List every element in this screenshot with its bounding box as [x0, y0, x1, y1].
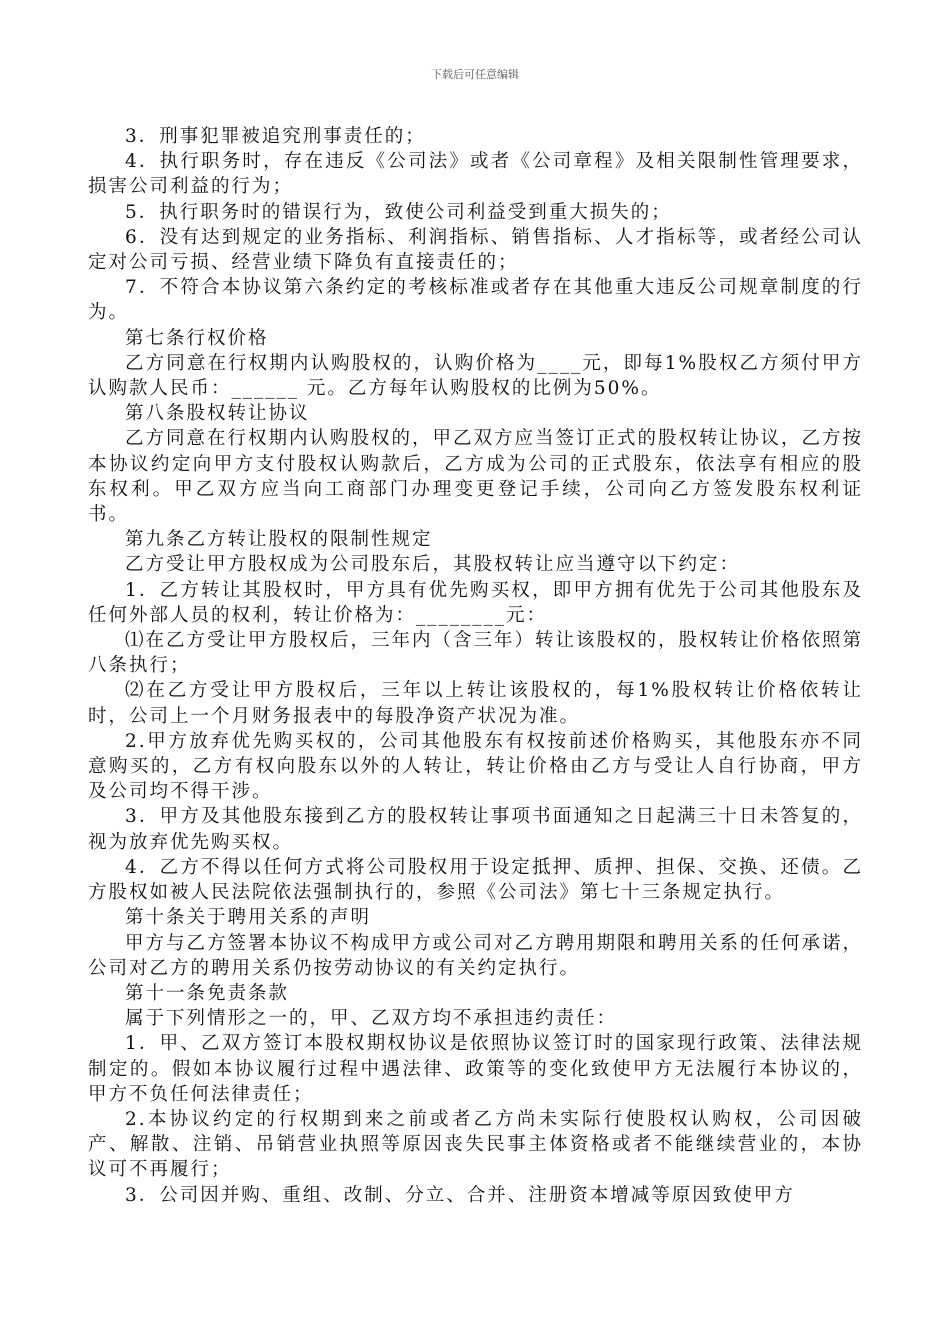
- article-9-item-3: 3．甲方及其他股东接到乙方的股权转让事项书面通知之日起满三十日未答复的，视为放弃优先购买权。: [88, 806, 863, 853]
- article-9-item-4: 4．乙方不得以任何方式将公司股权用于设定抵押、质押、担保、交换、还债。乙方股权如被人民法院依法强制执行的，参照《公司法》第七十三条规定执行。: [88, 856, 863, 904]
- document-body: [88, 124, 863, 1208]
- clause-item-3: 3．刑事犯罪被追究刑事责任的；: [125, 126, 426, 147]
- article-8-heading: 第八条股权转让协议: [125, 403, 310, 425]
- article-11-item-2: 2.本协议约定的行权期到来之前或者乙方尚未实际行使股权认购权，公司因破产、解散、注销、吊销营业执照等原因丧失民事主体资格或者不能继续营业的，本协议可不再履行；: [88, 1108, 863, 1181]
- article-9-item-1-sub-1: ⑴在乙方受让甲方股权后，三年内（含三年）转让该股权的，股权转让价格依照第八条执行；: [88, 630, 864, 677]
- article-10-text: 甲方与乙方签署本协议不构成甲方或公司对乙方聘用期限和聘用关系的任何承诺，公司对乙方的聘用关系仍按劳动协议的有关约定执行。: [88, 932, 864, 979]
- clause-item-4: 4．执行职务时，存在违反《公司法》或者《公司章程》及相关限制性管理要求，损害公司利益的行为；: [88, 151, 863, 198]
- article-11-item-3: 3．公司因并购、重组、改制、分立、合并、注册资本增减等原因致使甲方: [125, 1184, 795, 1206]
- article-11-heading: 第十一条免责条款: [125, 982, 290, 1004]
- article-9-item-2: 2.甲方放弃优先购买权的，公司其他股东有权按前述价格购买，其他股东亦不同意购买的，乙方有权向股东以外的人转让，转让价格由乙方与受让人自行协商，甲方及公司均不得干涉。: [88, 730, 863, 803]
- article-7-text: 乙方同意在行权期内认购股权的，认购价格为____元，即每1%股权乙方须付甲方认购款人民币：______ 元。乙方每年认购股权的比例为50%。: [88, 352, 863, 400]
- clause-item-7: 7．不符合本协议第六条约定的考核标准或者存在其他重大违反公司规章制度的行为。: [88, 277, 863, 324]
- article-9-heading: 第九条乙方转让股权的限制性规定: [125, 529, 433, 551]
- clause-item-6: 6．没有达到规定的业务指标、利润指标、销售指标、人才指标等，或者经公司认定对公司亏损、经营业绩下降负有直接责任的；: [88, 226, 863, 274]
- article-10-heading: 第十条关于聘用关系的声明: [125, 907, 372, 929]
- article-11-item-1: 1．甲、乙双方签订本股权期权协议是依照协议签订时的国家现行政策、法律法规制定的。假如本协议履行过程中遇法律、政策等的变化致使甲方无法履行本协议的，甲方不负任何法律责任；: [88, 1033, 863, 1105]
- article-8-text: 乙方同意在行权期内认购股权的，甲乙双方应当签订正式的股权转让协议，乙方按本协议约定向甲方支付股权认购款后，乙方成为公司的正式股东，依法享有相应的股东权利。甲乙双方应当向工商部门办理变更登记手续，公司向乙方签发股东权利证书。: [88, 428, 864, 526]
- article-9-item-1-sub-2: ⑵在乙方受让甲方股权后，三年以上转让该股权的，每1%股权转让价格依转让时，公司上一个月财务报表中的每股净资产状况为准。: [88, 680, 863, 727]
- clause-item-5: 5．执行职务时的错误行为，致使公司利益受到重大损失的；: [125, 201, 672, 223]
- article-9-intro: 乙方受让甲方股权成为公司股东后，其股权转让应当遵守以下约定：: [125, 554, 741, 576]
- article-7-heading: 第七条行权价格: [125, 327, 269, 349]
- article-9-item-1: 1．乙方转让其股权时，甲方具有优先购买权，即甲方拥有优先于公司其他股东及任何外部人员的权利，转让价格为：________元：: [88, 579, 863, 626]
- article-11-intro: 属于下列情形之一的，甲、乙双方均不承担违约责任：: [125, 1008, 618, 1030]
- page-header-note: 下载后可任意编辑: [431, 68, 519, 81]
